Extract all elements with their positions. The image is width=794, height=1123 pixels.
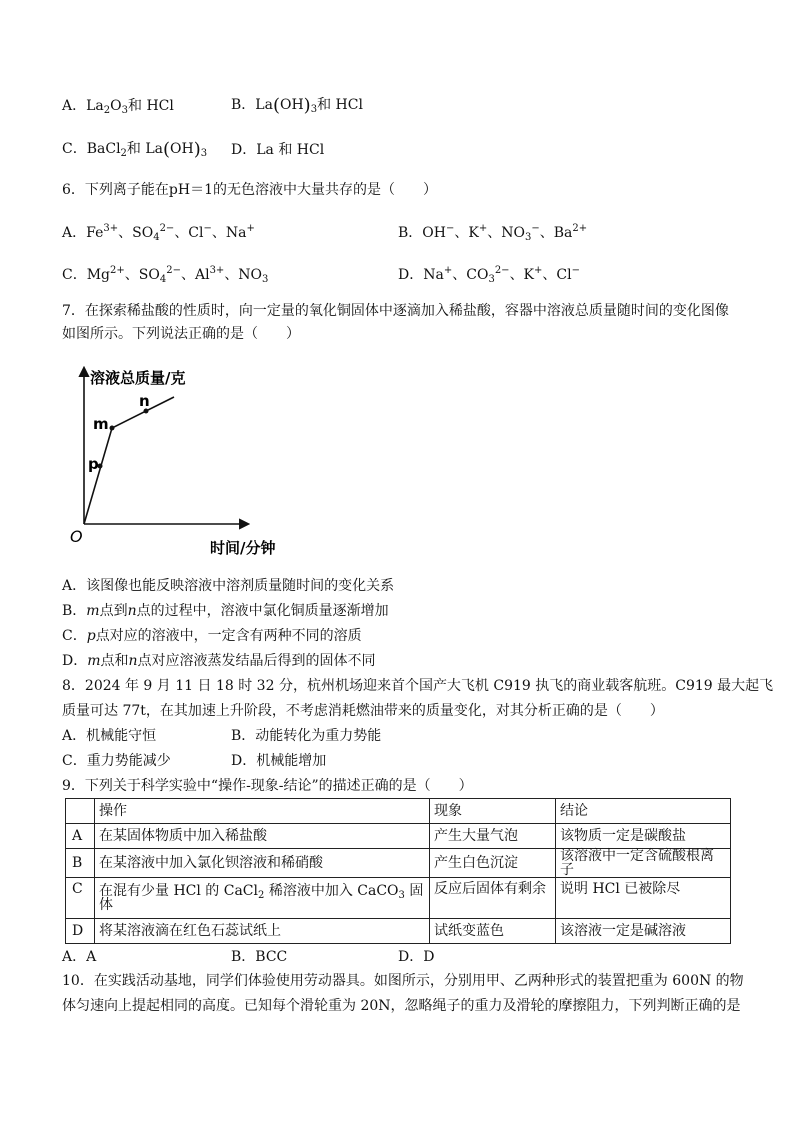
q9-table <box>65 798 731 944</box>
table-row: A 在某固体物质中加入稀盐酸 产生大量气泡 该物质一定是碳酸盐 <box>66 824 731 849</box>
header-conclusion: 结论 <box>556 799 731 824</box>
q8-option-c: C．重力势能减少 <box>62 753 171 769</box>
q8-stem-line1: 8．2024 年 9 月 11 日 18 时 32 分，杭州机场迎来首个国产大飞机 C919 执飞的商业载客航班。C919 最大起飞 <box>62 678 774 694</box>
q6-option-a: A．$Fe^{3+}$、$SO_4^{2-}$、Cl−、Na+ <box>62 223 255 243</box>
q8-option-d: D．机械能增加 <box>231 753 327 769</box>
q10-stem-line2: 体匀速向上提起相同的高度。已知每个滑轮重为 20N，忽略绳子的重力及滑轮的摩擦阻力，下列判断正确的是 <box>62 998 741 1014</box>
label-p: p <box>88 455 99 473</box>
q9-option-a: A．A <box>62 949 97 965</box>
q8-stem-line2: 质量可达 77t，在其加速上升阶段，不考虑消耗燃油带来的质量变化，对其分析正确的是（ ） <box>62 703 664 719</box>
q5-option-d: D．La 和 HCl <box>231 142 325 158</box>
label-m: m <box>93 415 109 433</box>
q7-stem-line1: 7．在探索稀盐酸的性质时，向一定量的氧化铜固体中逐滴加入稀盐酸，容器中溶液总质量随时间的变化图像 <box>62 303 729 319</box>
q9-stem: 9．下列关于科学实验中“操作-现象-结论”的描述正确的是（ ） <box>62 778 473 794</box>
header-phenomenon: 现象 <box>430 799 556 824</box>
q7-option-d: D．m点和n点对应溶液蒸发结晶后得到的固体不同 <box>62 653 376 669</box>
q7-option-b: B．m点到n点的过程中，溶液中氯化铜质量逐渐增加 <box>62 603 389 619</box>
point-m <box>110 426 115 431</box>
table-row: D 将某溶液滴在红色石蕊试纸上 试纸变蓝色 该溶液一定是碱溶液 <box>66 919 731 944</box>
q8-option-a: A．机械能守恒 <box>62 728 157 744</box>
q6-option-b: B．OH−、K+、$NO_3^-$、$Ba^{2+}$ <box>398 223 588 243</box>
label-n: n <box>139 392 150 410</box>
x-axis-label: 时间/分钟 <box>210 539 276 557</box>
q5-option-a: A．$La_2O_3$和 HCl <box>62 98 174 116</box>
header-operation: 操作 <box>95 799 430 824</box>
q9-option-b: B．BCC <box>231 949 288 965</box>
origin-label: O <box>70 527 83 546</box>
q7-option-a: A．该图像也能反映溶液中溶剂质量随时间的变化关系 <box>62 578 395 594</box>
q5-option-b: B．$La(OH)_3$和 HCl <box>231 95 363 116</box>
q7-stem-line2: 如图所示。下列说法正确的是（ ） <box>62 326 300 342</box>
q9-option-d: D．D <box>398 949 435 965</box>
table-header-row <box>66 799 731 824</box>
y-axis-label: 溶液总质量/克 <box>90 369 186 387</box>
table-row: C 在混有少量 HCl 的 CaCl$_2$ 稀溶液中加入 CaCO$_3$ 固体 反应后固体有剩余 说明 HCl 已被除尽 <box>66 878 731 919</box>
header-blank <box>66 799 95 824</box>
q6-option-d: D．Na+、$CO_3^{2-}$、K+、Cl− <box>398 265 581 285</box>
q7-graph <box>62 362 302 562</box>
q6-stem: 6．下列离子能在pH＝1的无色溶液中大量共存的是（ ） <box>62 182 437 198</box>
q7-option-c: C．p点对应的溶液中，一定含有两种不同的溶质 <box>62 628 362 644</box>
q5-option-c: C．BaCl$_2$和 $La(OH)_3$ <box>62 139 208 160</box>
q6-option-c: C．$Mg^{2+}$、$SO_4^{2-}$、$Al^{3+}$、$NO_3$ <box>62 265 269 285</box>
q10-stem-line1: 10．在实践活动基地，同学们体验使用劳动器具。如图所示，分别用甲、乙两种形式的装置把重为 600N 的物 <box>62 973 744 989</box>
table-row: B 在某溶液中加入氯化钡溶液和稀硝酸 产生白色沉淀 该溶液中一定含硫酸根离子 <box>66 849 731 878</box>
q8-option-b: B．动能转化为重力势能 <box>231 728 382 744</box>
